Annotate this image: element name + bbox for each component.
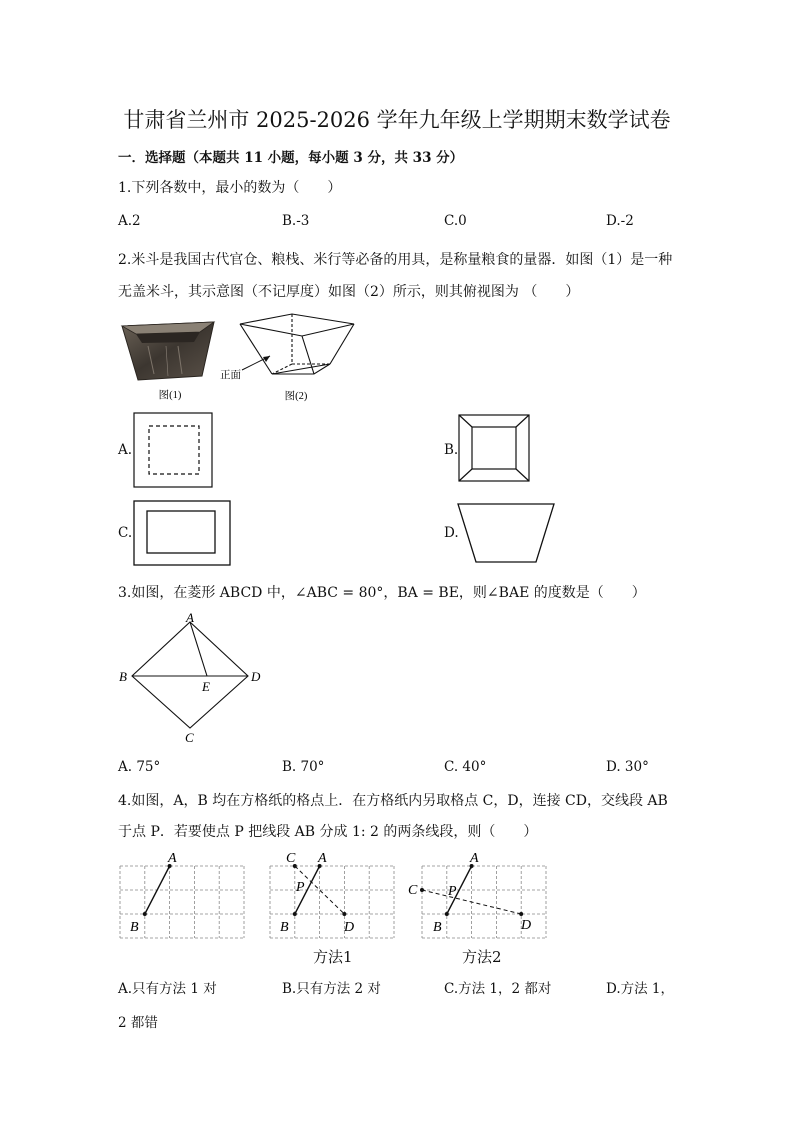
- method1-caption: 方法1: [313, 948, 353, 966]
- q1-option-b[interactable]: B.-3: [282, 213, 310, 229]
- q3-option-c[interactable]: C. 40°: [444, 759, 487, 775]
- page-title: 甘肃省兰州市 2025-2026 学年九年级上学期期末数学试卷: [123, 108, 671, 132]
- grid2-label-p: P: [296, 880, 305, 895]
- grid2-label-b: B: [280, 920, 289, 935]
- q1-stem: 1.下列各数中，最小的数为（ ）: [118, 180, 342, 196]
- q4-option-b[interactable]: B.只有方法 2 对: [282, 981, 381, 997]
- q2-option-d-figure[interactable]: [456, 502, 558, 566]
- section-heading: 一．选择题（本题共 11 小题，每小题 3 分，共 33 分）: [118, 150, 464, 166]
- q2-option-b-figure[interactable]: [458, 414, 532, 484]
- q3-option-a[interactable]: A. 75°: [118, 759, 161, 775]
- fig1-caption: 图(1): [158, 390, 182, 401]
- point-label-c: C: [185, 730, 194, 744]
- rhombus-figure: [116, 610, 272, 744]
- q2-option-a[interactable]: A.: [118, 442, 133, 458]
- q4-grid-original: [118, 848, 248, 942]
- q4-option-c[interactable]: C.方法 1，2 都对: [444, 981, 552, 997]
- point-label-b: B: [119, 669, 127, 684]
- q2-option-b[interactable]: B.: [444, 442, 459, 458]
- q2-option-c[interactable]: C.: [118, 525, 133, 541]
- q2-stem-line1: 2.米斗是我国古代官仓、粮栈、米行等必备的用具，是称量粮食的量器．如图（1）是一种: [118, 252, 673, 268]
- rice-measure-photo: [118, 312, 222, 404]
- q4-option-a[interactable]: A.只有方法 1 对: [118, 981, 217, 997]
- rice-measure-diagram: [218, 306, 360, 404]
- q1-option-c[interactable]: C.0: [444, 213, 467, 229]
- grid3-label-b: B: [433, 920, 442, 935]
- q4-stem-line2: 于点 P．若要使点 P 把线段 AB 分成 1: 2 的两条线段，则（ ）: [118, 824, 538, 840]
- grid1-label-a: A: [168, 851, 177, 866]
- q2-option-c-figure[interactable]: [133, 500, 233, 568]
- grid2-label-a: A: [318, 851, 327, 866]
- q3-option-d[interactable]: D. 30°: [606, 759, 649, 775]
- q4-option-d-continued: 2 都错: [118, 1015, 158, 1031]
- grid2-label-d: D: [344, 920, 355, 935]
- grid1-label-b: B: [130, 920, 139, 935]
- grid3-label-c: C: [408, 883, 418, 898]
- point-label-e: E: [202, 679, 210, 694]
- grid3-label-a: A: [470, 851, 479, 866]
- front-label: 正面: [220, 370, 241, 381]
- grid3-label-p: P: [448, 884, 457, 899]
- q1-option-d[interactable]: D.-2: [606, 213, 634, 229]
- q4-grid-method2: [406, 848, 548, 942]
- point-label-d: D: [251, 669, 261, 684]
- q2-option-a-figure[interactable]: [133, 412, 215, 488]
- q4-option-d[interactable]: D.方法 1，: [606, 981, 675, 997]
- q2-stem-line2: 无盖米斗，其示意图（不记厚度）如图（2）所示，则其俯视图为 （ ）: [118, 284, 580, 300]
- q3-option-b[interactable]: B. 70°: [282, 759, 325, 775]
- point-label-a: A: [186, 610, 194, 625]
- q1-option-a[interactable]: A.2: [118, 213, 141, 229]
- method2-caption: 方法2: [462, 948, 502, 966]
- q3-stem: 3.如图，在菱形 ABCD 中，∠ABC = 80°，BA = BE，则∠BAE 的度数是（ ）: [118, 585, 646, 601]
- q2-option-d[interactable]: D.: [444, 525, 459, 541]
- q4-stem-line1: 4.如图，A，B 均在方格纸的格点上．在方格纸内另取格点 C，D，连接 CD，交线段 AB: [118, 793, 668, 809]
- q4-grid-method1: [268, 848, 398, 942]
- grid2-label-c: C: [286, 851, 296, 866]
- fig2-caption: 图(2): [284, 391, 308, 402]
- grid3-label-d: D: [521, 918, 532, 933]
